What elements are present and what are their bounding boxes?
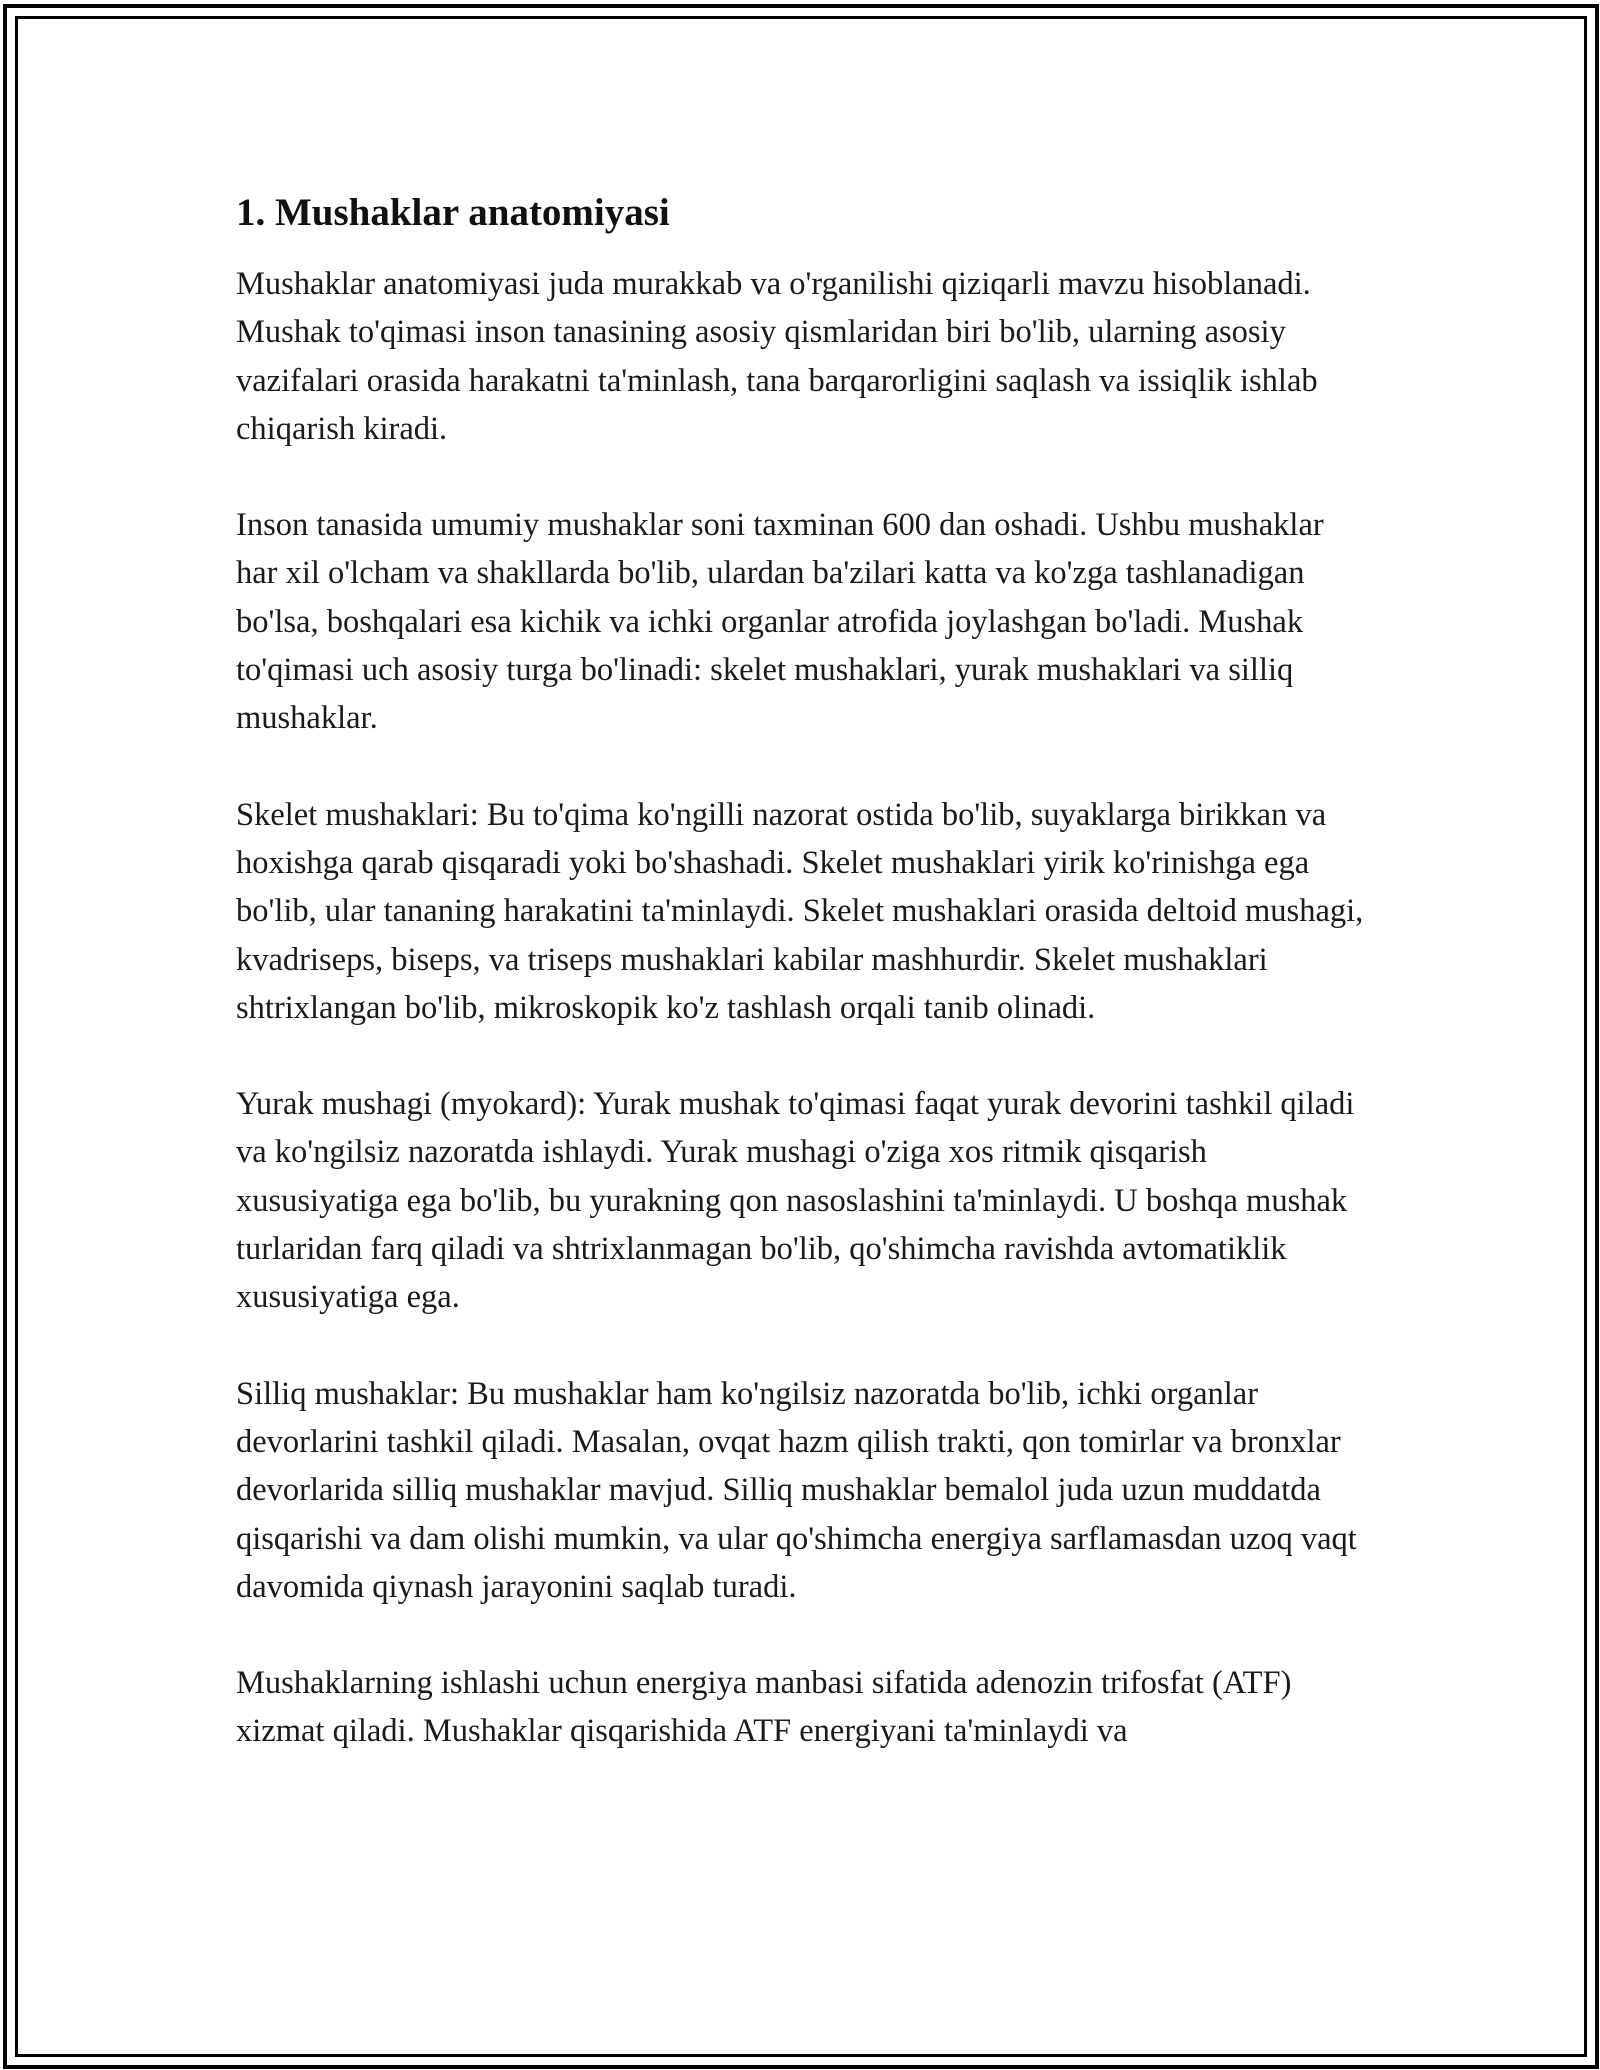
paragraph-intro: Mushaklar anatomiyasi juda murakkab va o'rganilishi qiziqarli mavzu hisoblanadi. Mushak to'qimasi inson tanasining asosiy qismlaridan biri bo'lib, ularning asosiy vazifalari orasida harakatni ta'minlash, tana barqarorligini saqlash va issiqlik ishlab chiqarish kiradi. bbox=[236, 266, 1318, 447]
paragraph-atp-energy: Mushaklarning ishlashi uchun energiya manbasi sifatida adenozin trifosfat (ATF) xizmat qiladi. Mushaklar qisqarishida ATF energiyani ta'minlaydi va bbox=[236, 1665, 1292, 1750]
paragraph-cardiac-muscle: Yurak mushagi (myokard): Yurak mushak to'qimasi faqat yurak devorini tashkil qiladi va ko'ngilsiz nazoratda ishlaydi. Yurak mushagi o'ziga xos ritmik qisqarish xususiyatiga ega bo'lib, bu yurakning qon nasoslashini ta'minlaydi. U boshqa mushak turlaridan farq qiladi va shtrixlanmagan bo'lib, qo'shimcha ravishda avtomatiklik xususiyatiga ega. bbox=[236, 1086, 1355, 1316]
paragraph-skeletal-muscles: Skelet mushaklari: Bu to'qima ko'ngilli nazorat ostida bo'lib, suyaklarga birikkan va hoxishga qarab qisqaradi yoki bo'shashadi. Skelet mushaklari yirik ko'rinishga ega bo'lib, ular tananing harakatini ta'minlaydi. Skelet mushaklari orasida deltoid mushagi, kvadriseps, biseps, va triseps mushaklari kabilar mashhurdir. Skelet mushaklari shtrixlangan bo'lib, mikroskopik ko'z tashlash orqali tanib olinadi. bbox=[236, 796, 1364, 1026]
paragraph-muscle-count: Inson tanasida umumiy mushaklar soni taxminan 600 dan oshadi. Ushbu mushaklar har xil o'lcham va shakllarda bo'lib, ulardan ba'zilari katta va ko'zga tashlanadigan bo'lsa, boshqalari esa kichik va ichki organlar atrofida joylashgan bo'ladi. Mushak to'qimasi uch asosiy turga bo'linadi: skelet mushaklari, yurak mushaklari va silliq mushaklar. bbox=[236, 507, 1324, 737]
paragraph-smooth-muscles: Silliq mushaklar: Bu mushaklar ham ko'ngilsiz nazoratda bo'lib, ichki organlar devorlarini tashkil qiladi. Masalan, ovqat hazm qilish trakti, qon tomirlar va bronxlar devorlarida silliq mushaklar mavjud. Silliq mushaklar bemalol juda uzun muddatda qisqarishi va dam olishi mumkin, va ular qo'shimcha energiya sarflamasdan uzoq vaqt davomida qiynash jarayonini saqlab turadi. bbox=[236, 1375, 1357, 1605]
section-heading: 1. Mushaklar anatomiyasi bbox=[236, 191, 670, 234]
document-body bbox=[236, 186, 1366, 1804]
